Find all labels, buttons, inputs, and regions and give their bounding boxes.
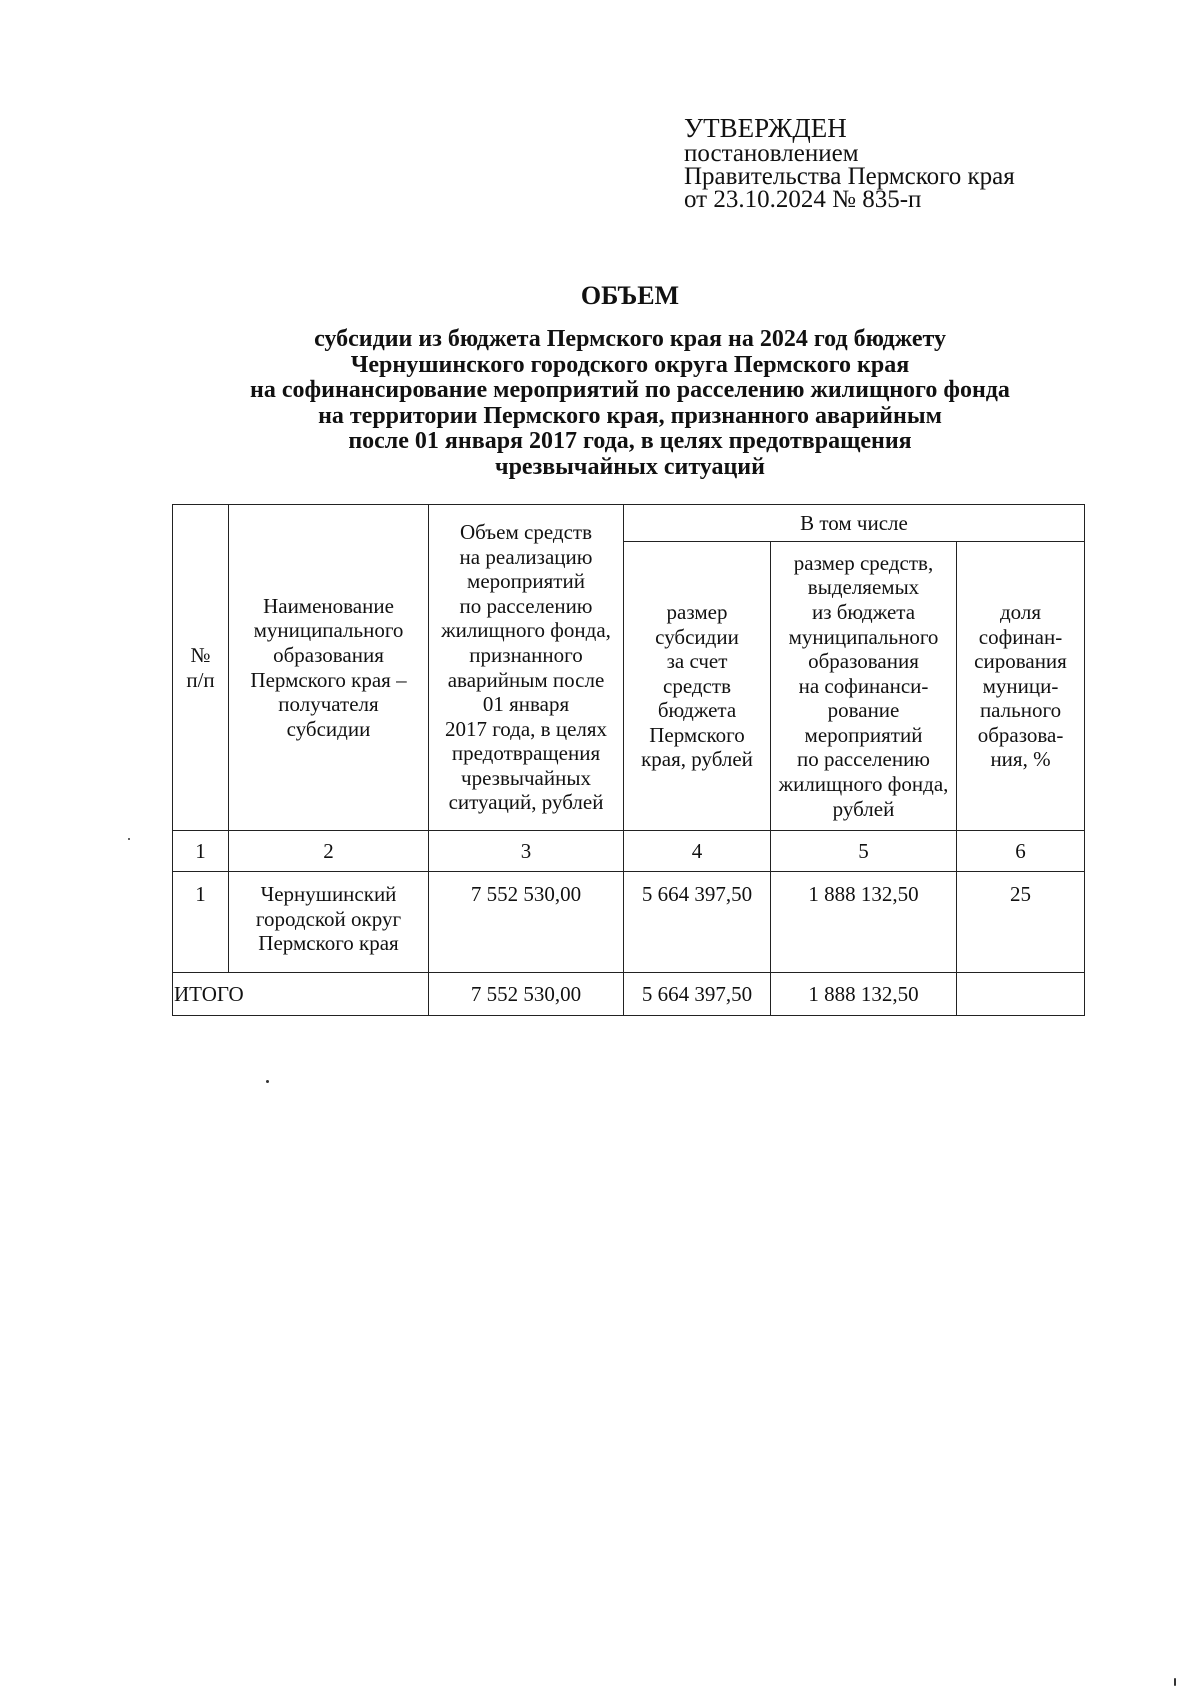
total-row <box>173 973 1085 1016</box>
table-row <box>173 872 1085 973</box>
subsidy-sum: 5 664 397,50 <box>624 973 771 1016</box>
document-title: ОБЪЕМ <box>580 281 680 310</box>
column-number: 4 <box>624 831 771 872</box>
municipality-name: Чернушинский городской округ Пермского края <box>229 872 429 973</box>
column-number: 2 <box>229 831 429 872</box>
header-municipal-funds: размер средств, выделяемых из бюджета муниципального образования на софинанси- рование мероприятий по расселению жилищного фонда, рублей <box>771 542 957 831</box>
column-number: 6 <box>957 831 1085 872</box>
row-number: 1 <box>173 872 229 973</box>
approval-line: постановлением <box>684 140 859 167</box>
heading-line: после 01 января 2017 года, в целях предотвращения <box>348 428 912 454</box>
cofinancing-share-sum <box>957 973 1085 1016</box>
cofinancing-share-value: 25 <box>957 872 1085 973</box>
document-heading <box>130 282 1130 480</box>
header-subsidy: размер субсидии за счет средств бюджета Пермского края, рублей <box>624 542 771 831</box>
table-header-row <box>173 505 1085 542</box>
header-including-group: В том числе <box>624 505 1085 542</box>
header-number: № п/п <box>173 505 229 831</box>
scan-speck <box>1174 1678 1176 1686</box>
heading-line: на территории Пермского края, признанного аварийным <box>318 402 942 429</box>
approval-line: от 23.10.2024 № 835-п <box>684 186 922 213</box>
header-municipality-name: Наименование муниципального образования Пермского края – получателя субсидии <box>229 505 429 831</box>
subsidy-value: 5 664 397,50 <box>624 872 771 973</box>
heading-line: на софинансирование мероприятий по расселению жилищного фонда <box>250 377 1010 403</box>
municipal-funds-sum: 1 888 132,50 <box>771 973 957 1016</box>
total-volume-sum: 7 552 530,00 <box>429 973 624 1016</box>
heading-line: Чернушинского городского округа Пермского края <box>350 351 910 378</box>
subsidy-table <box>172 504 1085 1016</box>
column-number: 1 <box>173 831 229 872</box>
column-number: 5 <box>771 831 957 872</box>
scan-speck <box>266 1080 269 1083</box>
approval-line: Правительства Пермского края <box>684 163 1015 190</box>
total-label: ИТОГО <box>173 973 429 1016</box>
column-number: 3 <box>429 831 624 872</box>
column-number-row <box>173 831 1085 872</box>
header-cofinancing-share: доля софинан- сирования муници- пального образова- ния, % <box>957 542 1085 831</box>
approval-title: УТВЕРЖДЕН <box>684 113 847 143</box>
header-total-volume: Объем средств на реализацию мероприятий по расселению жилищного фонда, признанного аварийным после 01 января 2017 года, в целях предотвращения чрезвычайных ситуаций, рублей <box>429 505 624 831</box>
total-volume-value: 7 552 530,00 <box>429 872 624 973</box>
heading-line: чрезвычайных ситуаций <box>495 453 765 480</box>
scan-speck <box>128 838 130 840</box>
municipal-funds-value: 1 888 132,50 <box>771 872 957 973</box>
heading-line: субсидии из бюджета Пермского края на 2024 год бюджету <box>314 326 946 352</box>
approval-stamp <box>684 114 1084 211</box>
